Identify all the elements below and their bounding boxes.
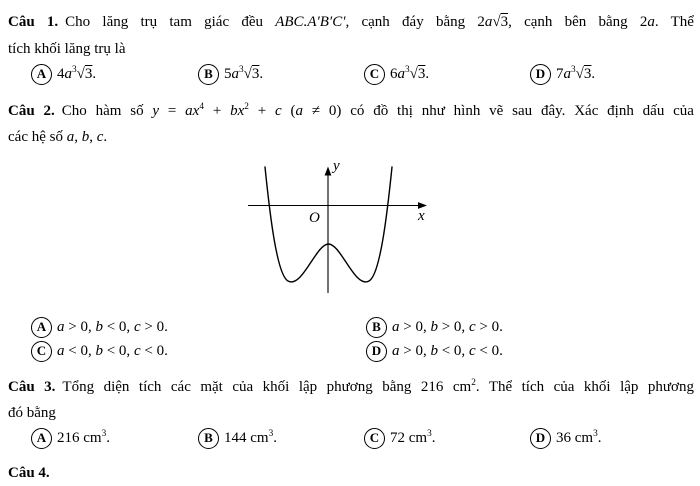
question-1-option-c [364,63,429,85]
option-text: $6a^3√3$. [390,65,430,82]
question-2-option-b [366,316,503,338]
question-1-option-d [530,63,595,85]
option-circle-b: B [366,317,387,338]
question-3-option-a [31,427,110,449]
question-2-text: Cho hàm số $y = ax^4 + bx^2 + c$ (a ≠ 0) có đồ thị như hình vẽ sau đây. Xác định dấu của [61,102,694,119]
y-axis-label: y [333,158,340,174]
question-1-label: Câu 1. [8,14,59,30]
option-circle-a: A [31,317,52,338]
option-text: 72 $cm^3$. [390,429,436,446]
question-3-line-1 [8,377,694,398]
option-text: 144 $cm^3$. [224,429,277,446]
origin-label: O [309,210,320,226]
question-1-text: Cho lăng trụ tam giác đều ABC.A′B′C′, cạnh đáy bằng 2a√3, cạnh bên bằng 2a. Thể [65,14,694,30]
question-3-line-2: đó bằng [8,405,56,421]
question-2-line-2: các hệ số a, b, c. [8,129,108,145]
option-text: 216 $cm^3$. [57,429,110,446]
question-2-label: Câu 2. [8,103,55,119]
option-circle-c: C [364,428,385,449]
option-text: $7a^3√3$. [556,65,596,82]
question-1-line-2: tích khối lăng trụ là [8,41,126,57]
question-2-option-c [31,340,168,362]
option-text: $5a^3√3$. [224,65,264,82]
option-circle-a: A [31,64,52,85]
option-circle-a: A [31,428,52,449]
option-text: a > 0, b < 0, c < 0. [392,343,503,359]
option-circle-d: D [530,428,551,449]
question-2-option-d [366,340,503,362]
question-2-option-a [31,316,168,338]
question-1-option-b [198,63,263,85]
question-2-line-1 [8,101,694,122]
question-3-text: Tổng diện tích các mặt của khối lập phương bằng 216 $cm^2$. Thể tích của khối lập phương [62,378,694,395]
option-text: a > 0, b < 0, c > 0. [57,319,168,335]
question-1-option-a [31,63,96,85]
option-text: 36 $cm^3$. [556,429,602,446]
option-circle-c: C [364,64,385,85]
question-4-line-1 [8,463,694,484]
option-text: a < 0, b < 0, c < 0. [57,343,168,359]
option-circle-c: C [31,341,52,362]
question-3-option-d [530,427,601,449]
option-text: a > 0, b > 0, c > 0. [392,319,503,335]
option-text: $4a^3√3$. [57,65,97,82]
option-circle-d: D [530,64,551,85]
question-4-label: Câu 4. [8,465,50,481]
question-3-label: Câu 3. [8,379,56,395]
x-axis-label: x [418,208,425,224]
y-axis-arrow-icon [325,167,332,176]
question-3-option-c [364,427,435,449]
question-1-line-1 [8,12,694,33]
quartic-function-graph [240,156,440,306]
option-circle-b: B [198,428,219,449]
option-circle-d: D [366,341,387,362]
question-3-option-b [198,427,277,449]
option-circle-b: B [198,64,219,85]
